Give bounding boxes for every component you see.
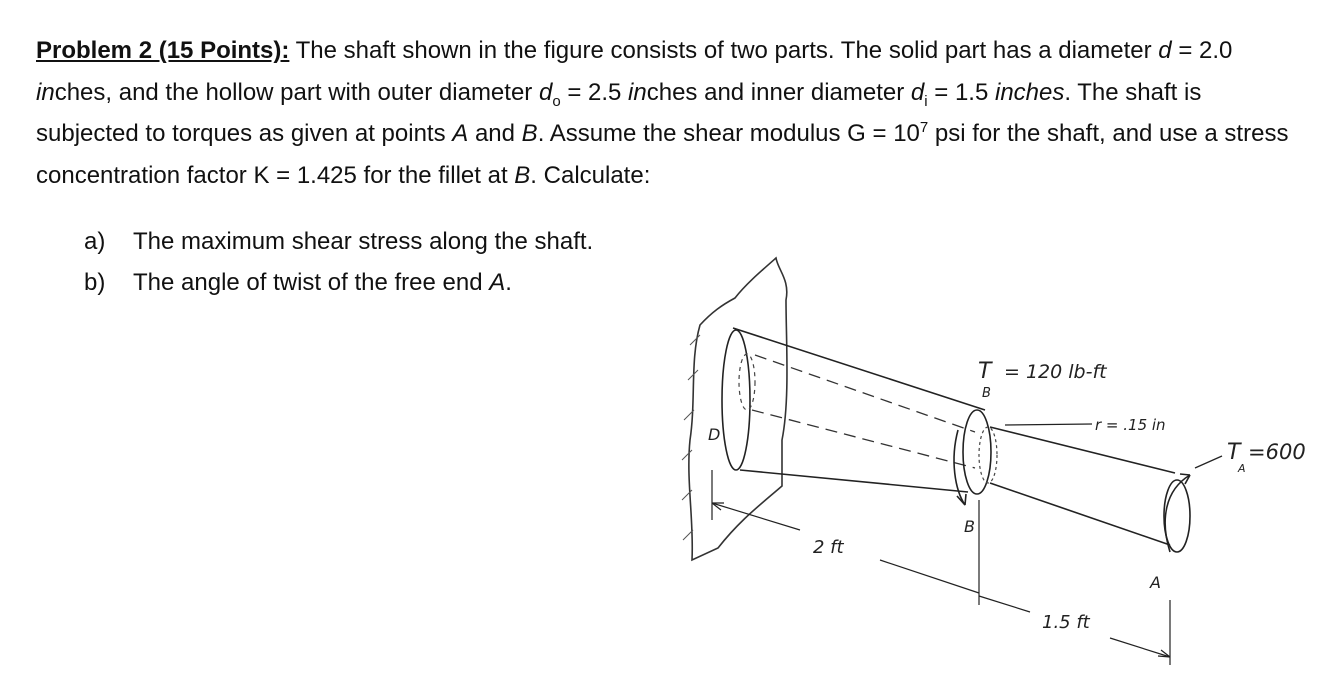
- bore-end: [739, 354, 755, 410]
- hollow-shaft-top: [733, 328, 985, 410]
- question-a: a) The maximum shear stress along the shaft.: [84, 228, 594, 255]
- solid-shaft-bottom: [990, 483, 1170, 545]
- step-ellipse: [963, 410, 991, 494]
- label-2ft: 2 ft: [813, 537, 844, 558]
- r-leader: [1005, 424, 1092, 425]
- bore-dashed-top: [755, 355, 975, 432]
- hollow-shaft-bottom: [740, 470, 968, 492]
- label-15ft: 1.5 ft: [1042, 612, 1090, 633]
- label-TA-value: =600: [1248, 440, 1306, 464]
- hollow-shaft-end: [722, 330, 750, 470]
- wall-outline: [689, 258, 787, 560]
- label-TA: T: [1227, 440, 1241, 465]
- label-D: D: [708, 425, 721, 444]
- fillet-ellipse: [979, 427, 997, 483]
- label-A: A: [1150, 573, 1161, 592]
- label-TB-sub: B: [982, 386, 991, 401]
- label-r: r = .15 in: [1095, 416, 1166, 434]
- problem-heading: Problem 2 (15 Points):: [36, 37, 290, 64]
- label-TB-value: = 120 lb-ft: [1004, 361, 1107, 383]
- TA-leader: [1195, 456, 1222, 468]
- label-B: B: [964, 517, 975, 536]
- question-b: b) The angle of twist of the free end A.: [84, 269, 512, 296]
- problem-statement: Problem 2 (15 Points): The shaft shown in the figure consists of two parts. The solid part has a diameter d = 2.0 inches, and the hollow part with outer diameter $d_o = 2.5$ inches and inner diameter $d_i = 1.5$ inches. The shaft is subjected to torques as given at points A and B. Assume the shear modulus $G = 10^7$ psi for the shaft, and use a stress concentration factor K = 1.425 for the fillet at B. Calculate:: [36, 37, 1289, 189]
- label-TA-sub: A: [1238, 462, 1246, 475]
- label-TB: T: [978, 359, 992, 384]
- dim-2ft-line: [712, 503, 979, 593]
